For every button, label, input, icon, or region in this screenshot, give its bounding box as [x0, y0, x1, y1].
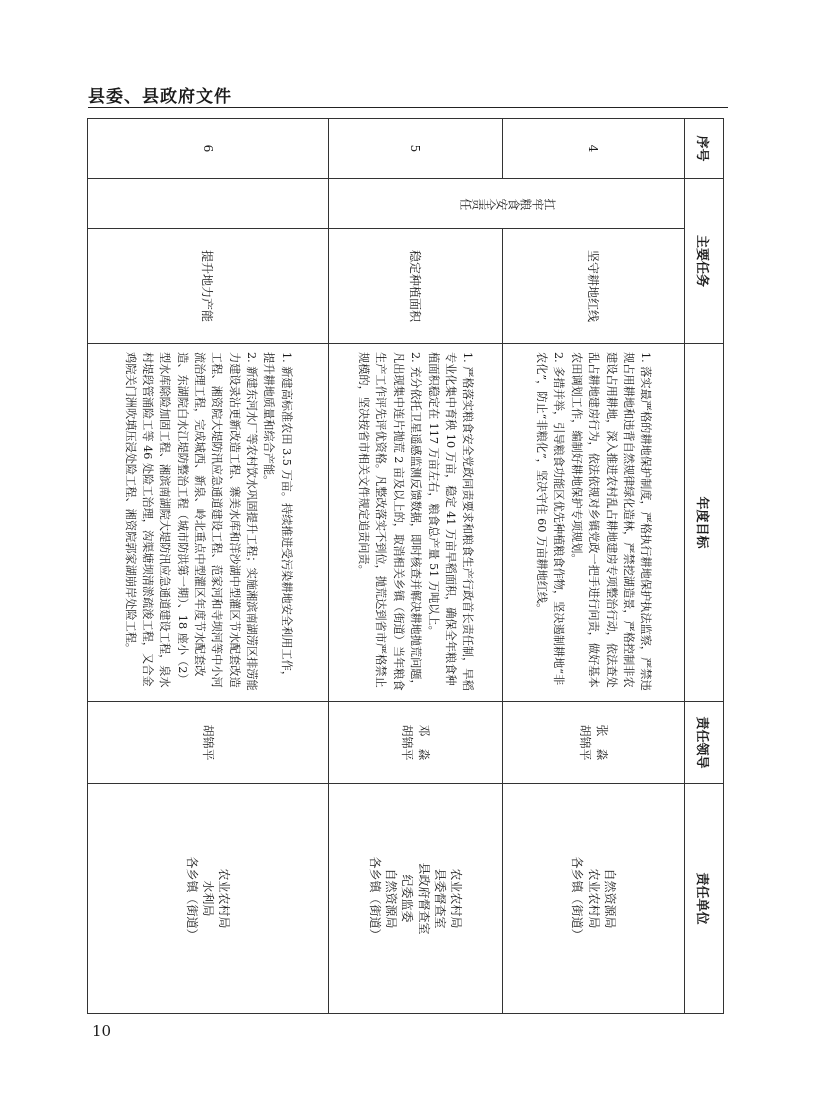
task-cell: 提升地力产能 — [88, 229, 329, 344]
leader-name: 邓 淼 — [416, 724, 431, 761]
goal-item: 2. 新建东河水厂等农村饮水巩固提升工程；实施湘滨南湖涝区排涝能力建设录沾更新改造工程、寨美水库和洋沙湖中型灌区节水配套改造工程、湘资院大堤防汛应急通道建设工程、范家河和寺坝河等中小河流治理工程，完成城西、新泉、岭北重点中型灌区年度节水配套改造、东湖院白水江堤防整治工程（城市防洪第一期）、18 座小（2）型水库除险加固工程、湘滨南湖院大堤防汛应急通道建设工程，泉水村堤段管涌险工等 46 处险工治理，沟渠塘坝清淤疏浚工程，又合金鸡院关门洲吹填压浸处险工程、湘资院郭家湖崩岸处险工程。 — [123, 352, 259, 691]
unit-name: 农业农村局 — [217, 868, 232, 929]
row-number: 4 — [503, 119, 685, 179]
leader-name: 胡锦平 — [201, 724, 216, 761]
task-table-container — [87, 118, 724, 1013]
task-cell: 坚守耕地红线 — [503, 229, 685, 344]
unit-name: 农业农村局 — [449, 868, 464, 929]
document-header-title: 县委、县政府文件 — [88, 87, 232, 107]
task-table — [87, 118, 724, 1014]
goal-item: 1. 落实最严格的耕地保护制度，严格执行耕地保护执法监察，严禁违规占用耕地和违背自然规律绿化造林，严禁挖湖造景，严格控制非农建设占用耕地，深入推进农村乱占耕地建房专项整治行动，依法查处乱占耕地建房行为，依法依规对乡镇党政一把手进行问责，做好基本农田调划工作，编制好耕地保护专项规划。 — [569, 352, 653, 691]
goals-cell — [329, 344, 503, 702]
goal-item: 2. 多措并举，引导粮食功能区优先种植粮食作物，坚决遏制耕地“非农化”，防止“非粮化”，坚决守住 60 万亩耕地红线。 — [535, 352, 566, 686]
table-row — [88, 119, 329, 1014]
unit-name: 各乡镇（街道） — [570, 856, 585, 941]
row-number: 6 — [88, 119, 329, 179]
unit-name: 各乡镇（街道） — [368, 856, 383, 941]
table-header-row — [685, 119, 724, 1014]
goals-cell — [503, 344, 685, 702]
col-header-no: 序号 — [685, 119, 724, 179]
leader-name: 胡锦平 — [400, 724, 415, 761]
rotated-table — [87, 118, 724, 1013]
leader-name: 张 淼 — [594, 724, 609, 761]
category-label: 扛牢粮食安全责任 — [460, 196, 556, 211]
units-cell — [329, 784, 503, 1014]
task-cell: 稳定种植面积 — [329, 229, 503, 344]
header-divider — [88, 107, 728, 108]
leaders-cell — [503, 702, 685, 784]
col-header-goals: 年度目标 — [685, 344, 724, 702]
unit-name: 县政府督查室 — [416, 862, 431, 935]
page-number: 10 — [92, 1022, 112, 1040]
col-header-units: 责任单位 — [685, 784, 724, 1014]
category-cell — [329, 179, 685, 229]
unit-name: 纪委监委 — [400, 874, 415, 923]
goals-cell — [88, 344, 329, 702]
goal-item: 1. 新建高标准农田 3.5 万亩。持续推进受污染耕地安全利用工作，提升耕地质量和综合产能。 — [262, 352, 293, 683]
unit-name: 县委督查室 — [432, 868, 447, 929]
goal-item: 2. 充分依托卫星遥感监测反馈数据，即时核查并解决耕地抛荒问题，凡出现集中连片抛荒 2 亩及以上的，取消相关乡镇（街道）当年粮食生产工作评先评优资格。凡整改落实不到位，抛荒达到省市严格禁止规模的，坚决按省市相关文件规定追责问责。 — [357, 352, 423, 691]
col-header-task: 主要任务 — [685, 179, 724, 344]
units-cell — [503, 784, 685, 1014]
leader-name: 胡锦平 — [578, 724, 593, 761]
unit-name: 水利局 — [201, 880, 216, 917]
leaders-cell — [88, 702, 329, 784]
unit-name: 农业农村局 — [586, 868, 601, 929]
unit-name: 各乡镇（街道） — [184, 856, 199, 941]
goal-item: 1. 严格落实粮食安全党政同责要求和粮食生产行政首长责任制，早稻专业化集中育秧 10 万亩，稳定 41 万亩早稻面积，确保全年粮食种植面积稳定在 117 万亩左右，粮食总产量 51 万吨以上。 — [426, 352, 475, 691]
row-number: 5 — [329, 119, 503, 179]
col-header-leaders: 责任领导 — [685, 702, 724, 784]
leaders-cell — [329, 702, 503, 784]
category-cell-empty — [88, 179, 329, 229]
unit-name: 自然资源局 — [602, 868, 617, 929]
table-row — [503, 119, 685, 1014]
unit-name: 自然资源局 — [384, 868, 399, 929]
units-cell — [88, 784, 329, 1014]
table-row — [329, 119, 503, 1014]
